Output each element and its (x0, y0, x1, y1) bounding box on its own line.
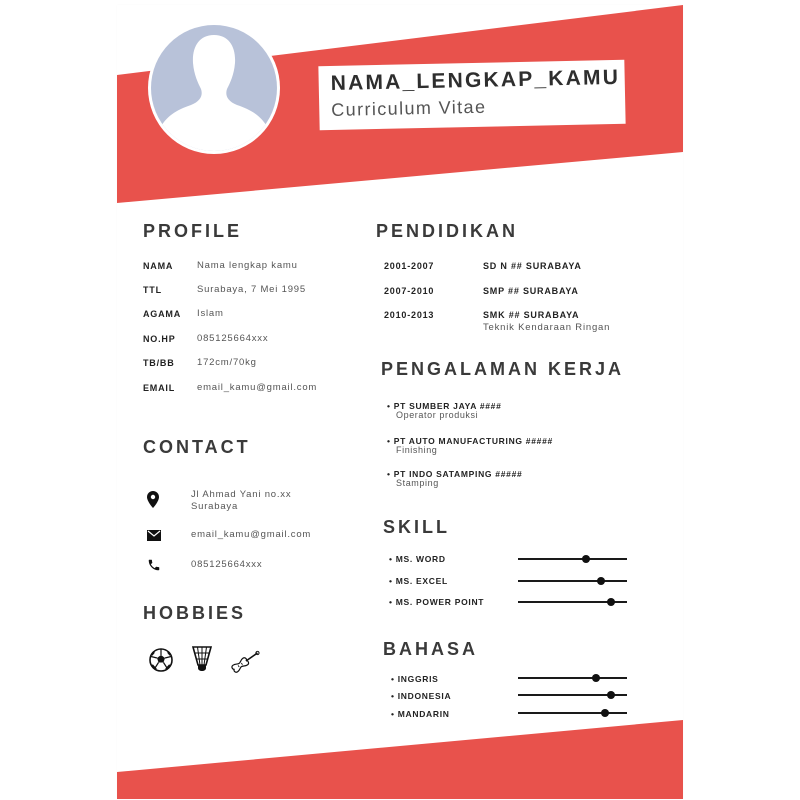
profile-value: Surabaya, 7 Mei 1995 (197, 284, 306, 295)
name-box (318, 60, 625, 130)
skill-level-knob (582, 555, 590, 563)
language-name: • INDONESIA (391, 691, 452, 701)
hobbies-heading: HOBBIES (143, 603, 247, 623)
avatar-placeholder (151, 25, 277, 151)
skill-name: • MS. EXCEL (389, 576, 448, 586)
cv-subtitle: Curriculum Vitae (331, 96, 487, 120)
contact-phone: 085125664xxx (191, 559, 263, 570)
violin-icon (229, 647, 263, 675)
profile-value: 172cm/70kg (197, 357, 257, 368)
contact-address-line1: Jl Ahmad Yani no.xx (191, 489, 292, 500)
experience-role: Operator produksi (396, 410, 479, 420)
location-pin-icon (147, 491, 159, 508)
skill-name: • MS. POWER POINT (389, 597, 485, 607)
profile-label: TTL (143, 285, 162, 295)
experience-company: • PT INDO SATAMPING ##### (387, 469, 523, 479)
education-heading: PENDIDIKAN (376, 221, 519, 241)
language-level-knob (601, 709, 609, 717)
contact-heading: CONTACT (143, 437, 251, 457)
experience-role: Stamping (396, 478, 439, 488)
shuttlecock-icon (191, 645, 213, 675)
avatar (148, 22, 280, 154)
skill-name: • MS. WORD (389, 554, 446, 564)
profile-value: 085125664xxx (197, 333, 269, 344)
experience-company: • PT SUMBER JAYA #### (387, 401, 502, 411)
contact-email: email_kamu@gmail.com (191, 529, 312, 540)
language-heading: BAHASA (383, 639, 479, 659)
language-bar (518, 712, 627, 714)
language-name: • INGGRIS (391, 674, 439, 684)
profile-heading: PROFILE (143, 221, 243, 241)
profile-label: TB/BB (143, 358, 175, 368)
profile-value: email_kamu@gmail.com (197, 382, 318, 393)
full-name: NAMA_LENGKAP_KAMU (330, 65, 621, 95)
soccer-ball-icon (148, 647, 174, 673)
skill-bar (518, 558, 627, 560)
cv-page (117, 5, 683, 799)
phone-icon (147, 558, 161, 572)
language-bar (518, 694, 627, 696)
profile-label: NO.HP (143, 334, 176, 344)
education-school: SMK ## SURABAYA (483, 310, 580, 320)
person-silhouette-icon (151, 25, 277, 151)
skill-bar (518, 601, 627, 603)
profile-value: Islam (197, 308, 224, 319)
profile-label: AGAMA (143, 309, 181, 319)
contact-address-line2: Surabaya (191, 501, 239, 512)
education-years: 2007-2010 (384, 286, 435, 296)
language-bar (518, 677, 627, 679)
education-years: 2001-2007 (384, 261, 435, 271)
mail-icon (147, 530, 161, 541)
education-detail: Teknik Kendaraan Ringan (483, 322, 611, 333)
skill-heading: SKILL (383, 517, 450, 537)
education-school: SD N ## SURABAYA (483, 261, 582, 271)
skill-level-knob (597, 577, 605, 585)
experience-role: Finishing (396, 445, 438, 455)
bottom-red-band (117, 720, 683, 799)
education-school: SMP ## SURABAYA (483, 286, 579, 296)
language-level-knob (607, 691, 615, 699)
profile-value: Nama lengkap kamu (197, 260, 298, 271)
education-years: 2010-2013 (384, 310, 435, 320)
profile-label: EMAIL (143, 383, 175, 393)
experience-heading: PENGALAMAN KERJA (381, 359, 625, 379)
language-name: • MANDARIN (391, 709, 450, 719)
profile-label: NAMA (143, 261, 174, 271)
skill-level-knob (607, 598, 615, 606)
experience-company: • PT AUTO MANUFACTURING ##### (387, 436, 553, 446)
skill-bar (518, 580, 627, 582)
